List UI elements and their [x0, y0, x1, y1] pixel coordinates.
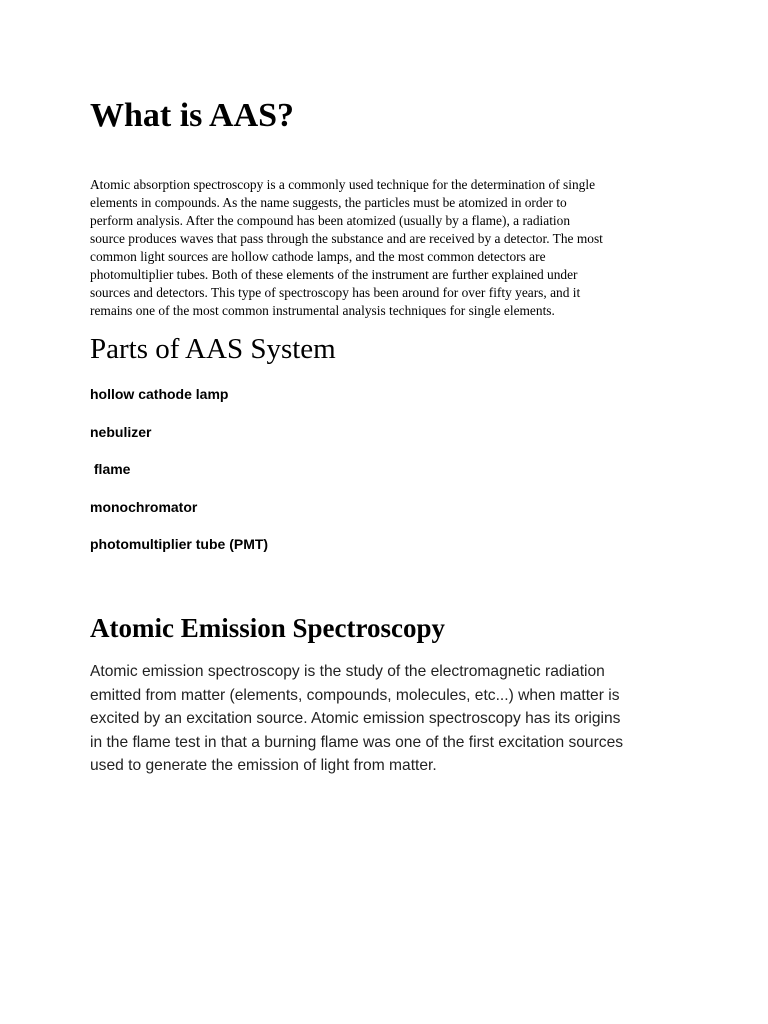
- part-item-photomultiplier-tube: photomultiplier tube (PMT): [90, 536, 269, 552]
- part-item-monochromator: monochromator: [90, 498, 198, 515]
- intro-line: source produces waves that pass through the substance and are received by a detector. The most: [90, 231, 603, 246]
- intro-line: photomultiplier tubes. Both of these elements of the instrument are further explained under: [90, 267, 578, 282]
- heading-atomic-emission-spectroscopy: Atomic Emission Spectroscopy: [90, 613, 445, 643]
- aes-line: in the flame test in that a burning flame was one of the first excitation sources: [90, 733, 624, 751]
- aes-line: used to generate the emission of light from matter.: [90, 757, 437, 774]
- intro-paragraph: [90, 176, 690, 320]
- heading-parts-of-aas: Parts of AAS System: [90, 333, 336, 365]
- part-item-flame: flame: [90, 461, 131, 477]
- intro-line: common light sources are hollow cathode lamps, and the most common detectors are: [90, 249, 546, 264]
- aes-paragraph: [90, 660, 690, 778]
- aes-line: excited by an excitation source. Atomic emission spectroscopy has its origins: [90, 710, 621, 727]
- part-item-nebulizer: nebulizer: [90, 423, 152, 440]
- aes-line: Atomic emission spectroscopy is the study of the electromagnetic radiation: [90, 663, 605, 680]
- heading-what-is-aas: What is AAS?: [90, 97, 295, 134]
- intro-line: sources and detectors. This type of spectroscopy has been around for over fifty years, and it: [90, 285, 581, 300]
- intro-line: remains one of the most common instrumental analysis techniques for single elements.: [90, 303, 555, 318]
- part-item-hollow-cathode-lamp: hollow cathode lamp: [90, 386, 229, 402]
- parts-list: [90, 384, 268, 572]
- intro-line: perform analysis. After the compound has been atomized (usually by a flame), a radiation: [90, 213, 571, 228]
- aes-line: emitted from matter (elements, compounds, molecules, etc...) when matter is: [90, 686, 620, 704]
- intro-line: Atomic absorption spectroscopy is a commonly used technique for the determination of single: [90, 177, 596, 192]
- intro-line: elements in compounds. As the name suggests, the particles must be atomized in order to: [90, 195, 567, 210]
